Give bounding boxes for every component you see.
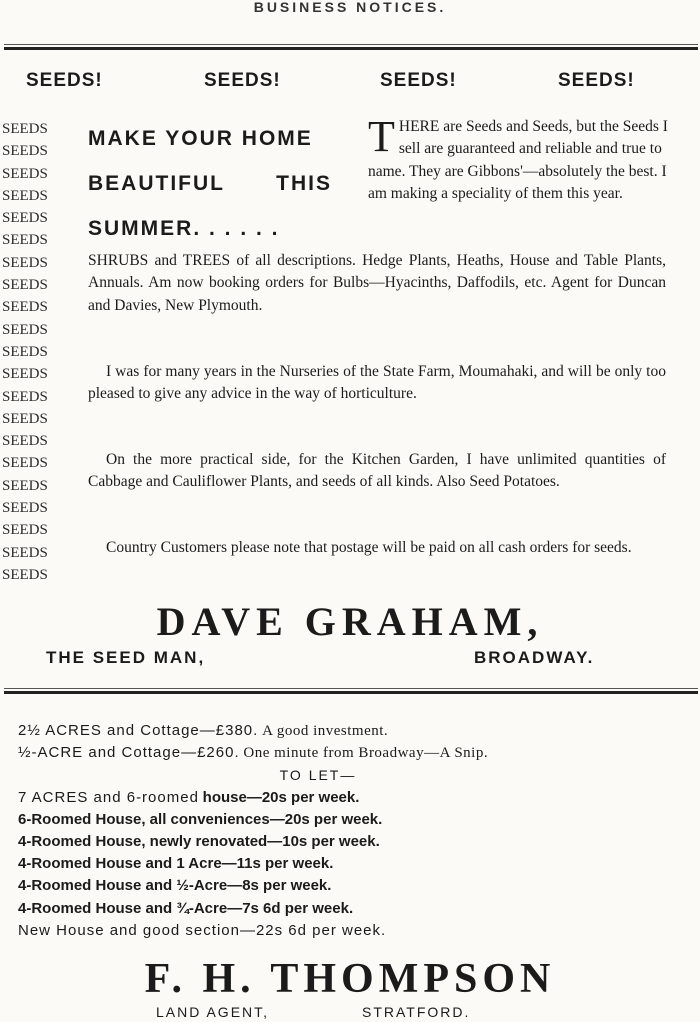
seeds-margin-word: SEEDS [2,477,48,494]
seeds-margin-word: SEEDS [2,165,48,182]
kitchen-garden-paragraph: On the more practical side, for the Kitchen Garden, I have unlimited quantities of Cabbage and Cauliflower Plants, and seeds of all kinds. Also Seed Potatoes. [88,451,666,491]
seeds-margin-word: SEEDS [2,232,48,249]
agent-name: F. H. THOMPSON [144,956,556,1002]
seeds-margin-word: SEEDS [2,143,48,160]
to-let-listing [18,787,678,809]
sale-listing [18,720,678,742]
section-heading: BUSINESS NOTICES. [253,0,447,15]
seeds-margin-word: SEEDS [2,210,48,227]
seeds-margin-word: SEEDS [2,343,48,360]
seeds-margin-word: SEEDS [2,410,48,427]
agent-title: LAND AGENT, [156,1004,270,1020]
drop-cap: T [368,112,395,161]
sale-listing-note: One minute from Broadway—A Snip. [243,745,489,762]
middle-divider [4,688,698,694]
to-let-heading: TO LET— [279,767,357,784]
headline-word: BEAUTIFUL [88,172,225,195]
advertiser-title: THE SEED MAN, [46,648,206,667]
seeds-banner-word: SEEDS! [204,70,281,91]
sale-listing-lead: 2½ ACRES and Cottage—£380. [18,722,259,739]
property-listings [18,720,678,942]
to-let-listing: 4-Roomed House and ½-Acre—8s per week. [18,877,332,895]
seeds-margin-word: SEEDS [2,321,48,338]
to-let-listing-rest: house—20s per week. [202,788,360,806]
top-divider [4,44,698,50]
seeds-margin-word: SEEDS [2,566,48,583]
postage-paragraph: Country Customers please note that postage will be paid on all cash orders for seeds. [106,539,632,556]
shrubs-paragraph: SHRUBS and TREES of all descriptions. Hedge Plants, Heaths, House and Table Plants, Annuals. Am now booking orders for Bulbs—Hyacinths, Daffodils, etc. Agent for Duncan and Davies, New Plymouth. [88,252,666,314]
intro-paragraph [368,112,668,205]
seeds-banner-word: SEEDS! [558,70,635,91]
to-let-listing: 4-Roomed House, newly renovated—10s per week. [18,833,380,851]
to-let-listing: 4-Roomed House and 1 Acre—11s per week. [18,855,334,873]
to-let-listing: New House and good section—22s 6d per week. [18,921,387,939]
seeds-banner-word: SEEDS! [380,70,457,91]
intro-text: HERE are Seeds and Seeds, but the Seeds I sell are guaranteed and reliable and true to name. They are Gibbons'—absolutely the best. I am making a speciality of them this year. [368,118,668,202]
advertiser-location: BROADWAY. [474,648,595,667]
sale-listing-note: A good investment. [262,723,389,739]
seeds-margin-word: SEEDS [2,277,48,294]
seeds-margin-word: SEEDS [2,500,48,517]
to-let-listing: 4-Roomed House and ¾-Acre—7s 6d per week. [18,899,354,917]
agent-location: STRATFORD. [362,1004,471,1020]
seeds-margin-word: SEEDS [2,544,48,561]
headline-line [88,161,332,206]
advertiser-name: DAVE GRAHAM, [156,599,544,644]
seeds-banner-word: SEEDS! [26,70,103,91]
seeds-margin-word: SEEDS [2,522,48,539]
seeds-margin-column [2,118,72,586]
seeds-margin-word: SEEDS [2,254,48,271]
seeds-margin-word: SEEDS [2,433,48,450]
headline-line: SUMMER. . . . . . [88,217,280,240]
sale-listing-lead: ½-ACRE and Cottage—£260. [18,744,240,762]
seeds-margin-word: SEEDS [2,455,48,472]
seeds-margin-word: SEEDS [2,187,48,204]
sale-listing [18,742,678,764]
seeds-margin-word: SEEDS [2,299,48,316]
headline-word: THIS [276,172,332,195]
nurseries-paragraph: I was for many years in the Nurseries of the State Farm, Moumahaki, and will be only too pleased to give any advice in the way of horticulture. [88,363,666,403]
to-let-listing-lead: 7 ACRES and 6-roomed [18,788,199,806]
seeds-margin-word: SEEDS [2,388,48,405]
to-let-listing: 6-Roomed House, all conveniences—20s per week. [18,810,383,828]
headline-line: MAKE YOUR HOME [88,127,313,150]
seeds-margin-word: SEEDS [2,121,48,137]
headline [88,116,338,251]
seeds-margin-word: SEEDS [2,366,48,383]
